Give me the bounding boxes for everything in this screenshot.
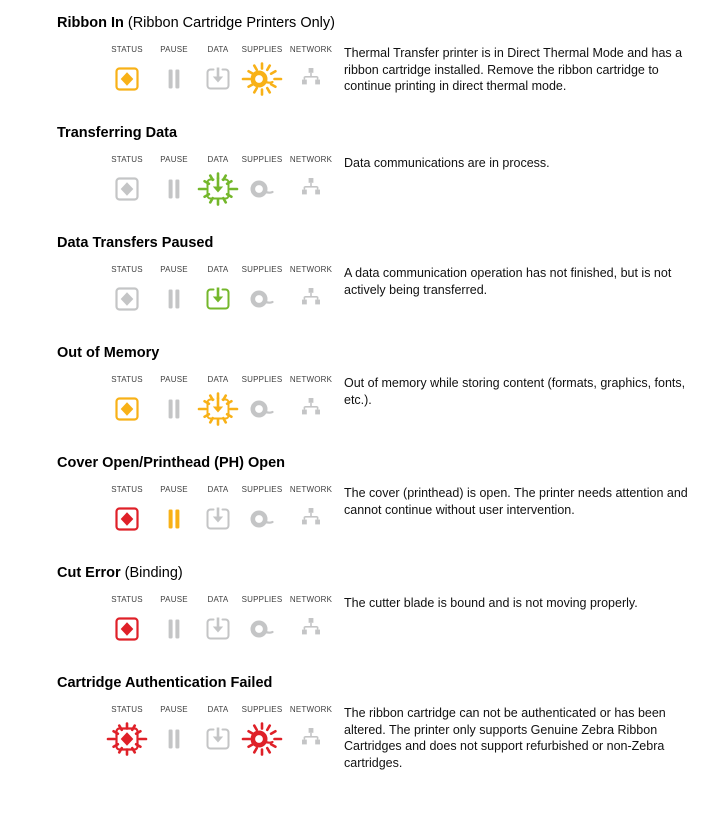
supplies-led-icon — [238, 167, 286, 211]
indicator-label: STATUS — [111, 265, 143, 274]
indicator-label: STATUS — [111, 485, 143, 494]
indicator-status — [103, 155, 151, 211]
pause-led-icon — [150, 717, 198, 761]
indicator-label: SUPPLIES — [241, 375, 283, 384]
indicator-pause — [151, 265, 197, 321]
status-pattern-section — [0, 564, 714, 651]
indicator-label: PAUSE — [160, 45, 188, 54]
indicator-supplies — [239, 705, 285, 761]
indicator-label: NETWORK — [289, 265, 333, 274]
indicator-network — [285, 705, 337, 761]
supplies-led-icon — [238, 387, 286, 431]
supplies-led-icon — [238, 57, 286, 101]
indicator-label: DATA — [207, 705, 229, 714]
indicator-panel — [103, 485, 337, 541]
network-led-icon — [287, 57, 335, 101]
network-led-icon — [287, 607, 335, 651]
indicator-status — [103, 705, 151, 761]
section-description: Data communications are in process. — [344, 156, 550, 170]
indicator-pause — [151, 705, 197, 761]
indicator-label: DATA — [207, 155, 229, 164]
status-led-icon — [103, 277, 151, 321]
indicator-network — [285, 595, 337, 651]
indicator-data — [197, 45, 239, 101]
section-title-main: Transferring Data — [57, 125, 178, 141]
status-pattern-section — [0, 454, 714, 541]
pause-led-icon — [150, 387, 198, 431]
indicator-pause — [151, 45, 197, 101]
section-description: A data communication operation has not finished, but is not actively being transferred. — [344, 266, 672, 297]
section-title — [57, 234, 714, 252]
section-description: Thermal Transfer printer is in Direct Thermal Mode and has a ribbon cartridge installed. Remove the ribbon cartridge to continue printing in direct thermal mode. — [344, 46, 683, 93]
indicator-label: DATA — [207, 375, 229, 384]
supplies-led-icon — [238, 607, 286, 651]
status-pattern-list — [0, 14, 714, 771]
data-led-icon — [194, 57, 242, 101]
indicator-status — [103, 375, 151, 431]
indicator-panel — [103, 595, 337, 651]
status-led-icon — [103, 387, 151, 431]
status-led-icon — [103, 607, 151, 651]
indicator-network — [285, 485, 337, 541]
section-title-note: (Ribbon Cartridge Printers Only) — [123, 15, 335, 31]
indicator-panel — [103, 45, 337, 101]
section-row — [57, 705, 714, 771]
data-led-icon — [194, 717, 242, 761]
indicator-supplies — [239, 45, 285, 101]
pause-led-icon — [150, 497, 198, 541]
status-led-icon — [103, 717, 151, 761]
indicator-label: DATA — [207, 265, 229, 274]
indicator-label: STATUS — [111, 375, 143, 384]
indicator-label: STATUS — [111, 595, 143, 604]
indicator-label: NETWORK — [289, 45, 333, 54]
indicator-label: NETWORK — [289, 155, 333, 164]
flash-rays — [243, 64, 281, 95]
indicator-supplies — [239, 155, 285, 211]
section-description: The cover (printhead) is open. The printer needs attention and cannot continue without user intervention. — [344, 486, 688, 517]
section-title-main: Cover Open/Printhead (PH) Open — [57, 455, 285, 471]
section-title-main: Ribbon In — [57, 15, 124, 31]
indicator-data — [197, 155, 239, 211]
indicator-pause — [151, 485, 197, 541]
indicator-panel — [103, 155, 337, 211]
flash-rays — [243, 724, 281, 755]
indicator-status — [103, 265, 151, 321]
indicator-label: PAUSE — [160, 705, 188, 714]
indicator-label: SUPPLIES — [241, 595, 283, 604]
section-row — [57, 595, 714, 651]
indicator-data — [197, 595, 239, 651]
indicator-status — [103, 485, 151, 541]
indicator-supplies — [239, 595, 285, 651]
indicator-status — [103, 595, 151, 651]
indicator-label: STATUS — [111, 705, 143, 714]
status-led-icon — [103, 497, 151, 541]
status-pattern-section — [0, 344, 714, 431]
network-led-icon — [287, 277, 335, 321]
indicator-label: DATA — [207, 485, 229, 494]
indicator-label: SUPPLIES — [241, 45, 283, 54]
indicator-label: DATA — [207, 595, 229, 604]
section-row — [57, 485, 714, 541]
indicator-pause — [151, 595, 197, 651]
indicator-panel — [103, 265, 337, 321]
indicator-label: DATA — [207, 45, 229, 54]
status-pattern-section — [0, 124, 714, 211]
indicator-label: SUPPLIES — [241, 155, 283, 164]
indicator-label: STATUS — [111, 155, 143, 164]
indicator-status — [103, 45, 151, 101]
indicator-network — [285, 375, 337, 431]
section-title — [57, 674, 714, 692]
section-description: The cutter blade is bound and is not moving properly. — [344, 596, 638, 610]
indicator-data — [197, 705, 239, 761]
network-led-icon — [287, 387, 335, 431]
status-led-icon — [103, 167, 151, 211]
indicator-label: PAUSE — [160, 375, 188, 384]
status-pattern-section — [0, 14, 714, 101]
status-pattern-section — [0, 234, 714, 321]
data-led-icon — [194, 607, 242, 651]
indicator-label: PAUSE — [160, 155, 188, 164]
indicator-panel — [103, 705, 337, 761]
indicator-label: NETWORK — [289, 485, 333, 494]
network-led-icon — [287, 717, 335, 761]
supplies-led-icon — [238, 717, 286, 761]
data-led-icon — [194, 497, 242, 541]
indicator-supplies — [239, 265, 285, 321]
network-led-icon — [287, 497, 335, 541]
section-row — [57, 375, 714, 431]
section-title-main: Data Transfers Paused — [57, 235, 214, 251]
indicator-label: NETWORK — [289, 375, 333, 384]
section-title-note: (Binding) — [120, 565, 183, 581]
section-row — [57, 45, 714, 101]
section-title-main: Cartridge Authentication Failed — [57, 675, 273, 691]
pause-led-icon — [150, 277, 198, 321]
status-pattern-section — [0, 674, 714, 771]
section-title-main: Cut Error — [57, 565, 121, 581]
indicator-pause — [151, 155, 197, 211]
supplies-led-icon — [238, 497, 286, 541]
section-title — [57, 454, 714, 472]
data-led-icon — [194, 167, 242, 211]
data-led-icon — [194, 277, 242, 321]
pause-led-icon — [150, 167, 198, 211]
pause-led-icon — [150, 607, 198, 651]
indicator-network — [285, 155, 337, 211]
data-led-icon — [194, 387, 242, 431]
indicator-data — [197, 265, 239, 321]
indicator-label: NETWORK — [289, 705, 333, 714]
indicator-label: NETWORK — [289, 595, 333, 604]
section-title — [57, 14, 714, 32]
indicator-label: PAUSE — [160, 595, 188, 604]
section-title — [57, 124, 714, 142]
section-row — [57, 265, 714, 321]
section-description: The ribbon cartridge can not be authenticated or has been altered. The printer only supports Genuine Zebra Ribbon Cartridges and does not support refurbished or non-Zebra cartridges. — [344, 706, 666, 770]
indicator-label: PAUSE — [160, 265, 188, 274]
pause-led-icon — [150, 57, 198, 101]
indicator-data — [197, 375, 239, 431]
status-led-icon — [103, 57, 151, 101]
indicator-supplies — [239, 375, 285, 431]
indicator-label: SUPPLIES — [241, 485, 283, 494]
indicator-pause — [151, 375, 197, 431]
network-led-icon — [287, 167, 335, 211]
indicator-label: STATUS — [111, 45, 143, 54]
indicator-label: SUPPLIES — [241, 265, 283, 274]
section-title-main: Out of Memory — [57, 345, 160, 361]
indicator-label: PAUSE — [160, 485, 188, 494]
indicator-supplies — [239, 485, 285, 541]
indicator-data — [197, 485, 239, 541]
indicator-network — [285, 265, 337, 321]
supplies-led-icon — [238, 277, 286, 321]
indicator-panel — [103, 375, 337, 431]
section-description: Out of memory while storing content (formats, graphics, fonts, etc.). — [344, 376, 686, 407]
section-title — [57, 344, 714, 362]
indicator-network — [285, 45, 337, 101]
indicator-label: SUPPLIES — [241, 705, 283, 714]
section-title — [57, 564, 714, 582]
section-row — [57, 155, 714, 211]
